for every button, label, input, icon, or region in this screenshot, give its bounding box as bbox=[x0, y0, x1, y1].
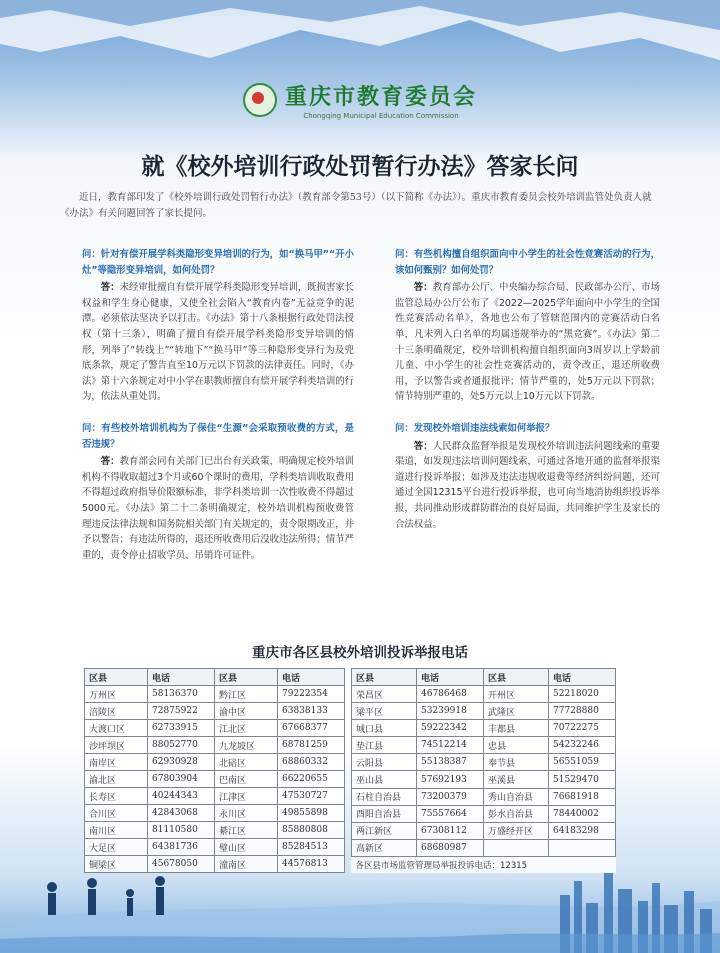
hotline-table-title: 重庆市各区县校外培训投诉举报电话 bbox=[252, 645, 468, 661]
phone-cell: 49855898 bbox=[278, 805, 345, 822]
district-cell: 垫江县 bbox=[352, 737, 417, 754]
table-row bbox=[85, 720, 345, 737]
phone-cell: 79222354 bbox=[278, 686, 345, 703]
phone-cell: 73200379 bbox=[417, 788, 484, 805]
district-cell: 合川区 bbox=[85, 805, 148, 822]
intro-paragraph: 近日，教育部印发了《校外培训行政处罚暂行办法》（教育部令第53号）（以下简称《办法》）。重庆市教育委员会校外培训监管处负责人就《办法》有关问题回答了家长提问。 bbox=[60, 192, 652, 219]
column-header: 区县 bbox=[484, 669, 549, 686]
table-row bbox=[352, 754, 616, 771]
phone-cell: 78440002 bbox=[549, 805, 616, 822]
question-1: 问：针对有偿开展学科类隐形变异培训的行为，如“换马甲”“开小灶”等隐形变异培训，如何处罚？ bbox=[82, 249, 354, 276]
district-cell: 江津区 bbox=[215, 788, 278, 805]
phone-cell: 56551059 bbox=[549, 754, 616, 771]
phone-cell: 64381736 bbox=[148, 839, 215, 856]
table-row bbox=[85, 805, 345, 822]
city-skyline-and-family-illustration bbox=[0, 843, 720, 953]
district-cell: 秀山自治县 bbox=[484, 788, 549, 805]
answer-2: 答：教育部会同有关部门已出台有关政策，明确规定校外培训机构不得收取超过3个月或60个课时的费用，学科类培训收取费用不得超过政府指导价限额标准，非学科类培训一次性收费不得超过5000元。《办法》第二十二条明确规定，校外培训机构预收费管理违反法律法规和国务院相关部门有关规定的，责令限期改正，并予以警告；有违法所得的，退还所收费用后没收违法所得；情节严重的，责令停止招收学员、吊销许可证件。 bbox=[82, 456, 354, 561]
phone-cell: 64183298 bbox=[549, 822, 616, 839]
district-cell: 丰都县 bbox=[484, 720, 549, 737]
phone-cell: 51529470 bbox=[549, 771, 616, 788]
column-header: 区县 bbox=[85, 669, 148, 686]
phone-cell: 74512214 bbox=[417, 737, 484, 754]
district-cell: 城口县 bbox=[352, 720, 417, 737]
phone-cell: 54232246 bbox=[549, 737, 616, 754]
district-cell: 綦江区 bbox=[215, 822, 278, 839]
table-row bbox=[352, 720, 616, 737]
district-cell: 九龙坡区 bbox=[215, 737, 278, 754]
district-cell: 酉阳自治县 bbox=[352, 805, 417, 822]
table-row bbox=[352, 822, 616, 839]
district-cell: 北碚区 bbox=[215, 754, 278, 771]
district-cell: 梁平区 bbox=[352, 703, 417, 720]
phone-cell: 67803904 bbox=[148, 771, 215, 788]
district-cell: 巫溪县 bbox=[484, 771, 549, 788]
qa-column-left bbox=[82, 247, 354, 579]
phone-cell: 72875922 bbox=[148, 703, 215, 720]
logo bbox=[243, 80, 477, 120]
column-header: 电话 bbox=[148, 669, 215, 686]
column-header: 电话 bbox=[417, 669, 484, 686]
column-header: 电话 bbox=[549, 669, 616, 686]
qa-column-right bbox=[395, 247, 660, 548]
phone-cell: 40244343 bbox=[148, 788, 215, 805]
district-cell: 万州区 bbox=[85, 686, 148, 703]
district-cell: 渝北区 bbox=[85, 771, 148, 788]
question-2: 问：有些校外培训机构为了保住“生源”会采取预收费的方式，是否违规？ bbox=[82, 422, 354, 450]
district-cell: 大足区 bbox=[85, 839, 148, 856]
table-row bbox=[85, 771, 345, 788]
answer-1: 答：未经审批擅自有偿开展学科类隐形变异培训，既损害家长权益和学生身心健康，又使全社会陷入“教育内卷”无益竞争的泥潭。必须依法坚决予以打击。《办法》第十八条根据行政处罚法授权（第十三条），明确了擅自有偿开展学科类隐形变异培训的情形，列举了“转线上”“转地下”“换马甲”等三种隐形变异行为及兜底条款，规定了警告直至10万元以下罚款的法律责任。同时，《办法》第十六条规定对中小学在职教师擅自有偿开展学科类培训的行为，依法从重处罚。 bbox=[82, 282, 354, 403]
phone-cell: 59222342 bbox=[417, 720, 484, 737]
table-row bbox=[85, 737, 345, 754]
district-cell: 永川区 bbox=[215, 805, 278, 822]
table-row bbox=[85, 686, 345, 703]
table-row bbox=[352, 771, 616, 788]
education-commission-emblem-icon bbox=[243, 83, 277, 117]
phone-cell: 77728880 bbox=[549, 703, 616, 720]
phone-cell: 66220655 bbox=[278, 771, 345, 788]
phone-cell: 53239918 bbox=[417, 703, 484, 720]
table-row bbox=[85, 703, 345, 720]
answer-4: 答：人民群众监督举报是发现校外培训违法问题线索的重要渠道，如发现违法培训问题线索，可通过各地开通的监督举报渠道进行投诉举报；如涉及违法违规收退费等经济纠纷问题，还可通过全国12315平台进行投诉举报，也可向当地消协组织投诉举报，共同推动形成群防群治的良好局面，共同维护学生及家长的合法权益。 bbox=[395, 440, 660, 530]
column-header: 区县 bbox=[352, 669, 417, 686]
column-header: 电话 bbox=[278, 669, 345, 686]
district-cell: 长寿区 bbox=[85, 788, 148, 805]
district-cell: 彭水自治县 bbox=[484, 805, 549, 822]
table-row bbox=[352, 737, 616, 754]
district-cell: 江北区 bbox=[215, 720, 278, 737]
district-cell: 黔江区 bbox=[215, 686, 278, 703]
market-supervision-note: 各区县市场监管管理局举报投诉电话：12315 bbox=[355, 861, 528, 871]
phone-cell: 85284513 bbox=[278, 839, 345, 856]
phone-cell: 44576813 bbox=[278, 856, 345, 873]
phone-cell: 47530727 bbox=[278, 788, 345, 805]
district-cell: 高新区 bbox=[352, 839, 417, 856]
district-cell: 巴南区 bbox=[215, 771, 278, 788]
phone-cell: 85880808 bbox=[278, 822, 345, 839]
district-cell: 璧山区 bbox=[215, 839, 278, 856]
answer-3: 答：教育部办公厅、中央编办综合局、民政部办公厅、市场监管总局办公厅公布了《2022—2025学年面向中小学生的全国性竞赛活动名单》，各地也公布了管辖范围内的竞赛活动白名单，凡未列入白名单的均属违规举办的“黑竞赛”。《办法》第二十三条明确规定，校外培训机构擅自组织面向3周岁以上学龄前儿童、中小学生的社会性竞赛活动的，责令改正，退还所收费用，予以警告或者通报批评；情节严重的，处5万元以下罚款；情节特别严重的，处5万元以上10万元以下罚款。 bbox=[395, 282, 660, 403]
district-cell: 石柱自治县 bbox=[352, 788, 417, 805]
district-cell: 南川区 bbox=[85, 822, 148, 839]
district-cell: 南岸区 bbox=[85, 754, 148, 771]
phone-cell: 68860332 bbox=[278, 754, 345, 771]
district-cell: 云阳县 bbox=[352, 754, 417, 771]
table-row bbox=[85, 822, 345, 839]
phone-cell: 52218020 bbox=[549, 686, 616, 703]
phone-cell: 68781259 bbox=[278, 737, 345, 754]
phone-cell: 67668377 bbox=[278, 720, 345, 737]
district-cell: 大渡口区 bbox=[85, 720, 148, 737]
district-cell: 荣昌区 bbox=[352, 686, 417, 703]
table-row bbox=[352, 788, 616, 805]
question-4: 问：发现校外培训违法线索如何举报？ bbox=[395, 422, 555, 434]
phone-cell: 57692193 bbox=[417, 771, 484, 788]
phone-cell: 67308112 bbox=[417, 822, 484, 839]
phone-cell: 68680987 bbox=[417, 839, 484, 856]
district-cell: 忠县 bbox=[484, 737, 549, 754]
table-row bbox=[352, 686, 616, 703]
district-cell: 铜梁区 bbox=[85, 856, 148, 873]
district-cell: 武隆区 bbox=[484, 703, 549, 720]
district-cell: 万盛经开区 bbox=[484, 822, 549, 839]
table-row bbox=[352, 703, 616, 720]
table-header-row bbox=[85, 669, 345, 686]
phone-cell: 55138387 bbox=[417, 754, 484, 771]
page-title: 就《校外培训行政处罚暂行办法》答家长问 bbox=[141, 153, 579, 180]
table-header-row bbox=[352, 669, 616, 686]
phone-cell: 76681918 bbox=[549, 788, 616, 805]
phone-cell: 62930928 bbox=[148, 754, 215, 771]
district-cell: 涪陵区 bbox=[85, 703, 148, 720]
column-header: 区县 bbox=[215, 669, 278, 686]
district-cell: 渝中区 bbox=[215, 703, 278, 720]
question-3: 问：有些机构擅自组织面向中小学生的社会性竞赛活动的行为，该如何甄别？如何处罚？ bbox=[395, 249, 660, 276]
org-name-en: Chongqing Municipal Education Commission bbox=[303, 112, 459, 120]
phone-cell: 58136370 bbox=[148, 686, 215, 703]
phone-cell: 46786468 bbox=[417, 686, 484, 703]
phone-cell: 81110580 bbox=[148, 822, 215, 839]
table-row bbox=[85, 754, 345, 771]
district-cell: 巫山县 bbox=[352, 771, 417, 788]
header bbox=[0, 80, 720, 121]
phone-cell: 63838133 bbox=[278, 703, 345, 720]
phone-cell: 42843068 bbox=[148, 805, 215, 822]
district-cell: 两江新区 bbox=[352, 822, 417, 839]
table-row bbox=[352, 805, 616, 822]
phone-cell: 45678050 bbox=[148, 856, 215, 873]
phone-cell: 75557664 bbox=[417, 805, 484, 822]
phone-cell: 70722275 bbox=[549, 720, 616, 737]
phone-cell: 88052770 bbox=[148, 737, 215, 754]
district-cell: 潼南区 bbox=[215, 856, 278, 873]
table-row bbox=[85, 788, 345, 805]
district-cell: 奉节县 bbox=[484, 754, 549, 771]
district-cell: 开州区 bbox=[484, 686, 549, 703]
phone-cell: 62733915 bbox=[148, 720, 215, 737]
org-name-cn: 重庆市教育委员会 bbox=[284, 84, 477, 110]
district-cell: 沙坪坝区 bbox=[85, 737, 148, 754]
